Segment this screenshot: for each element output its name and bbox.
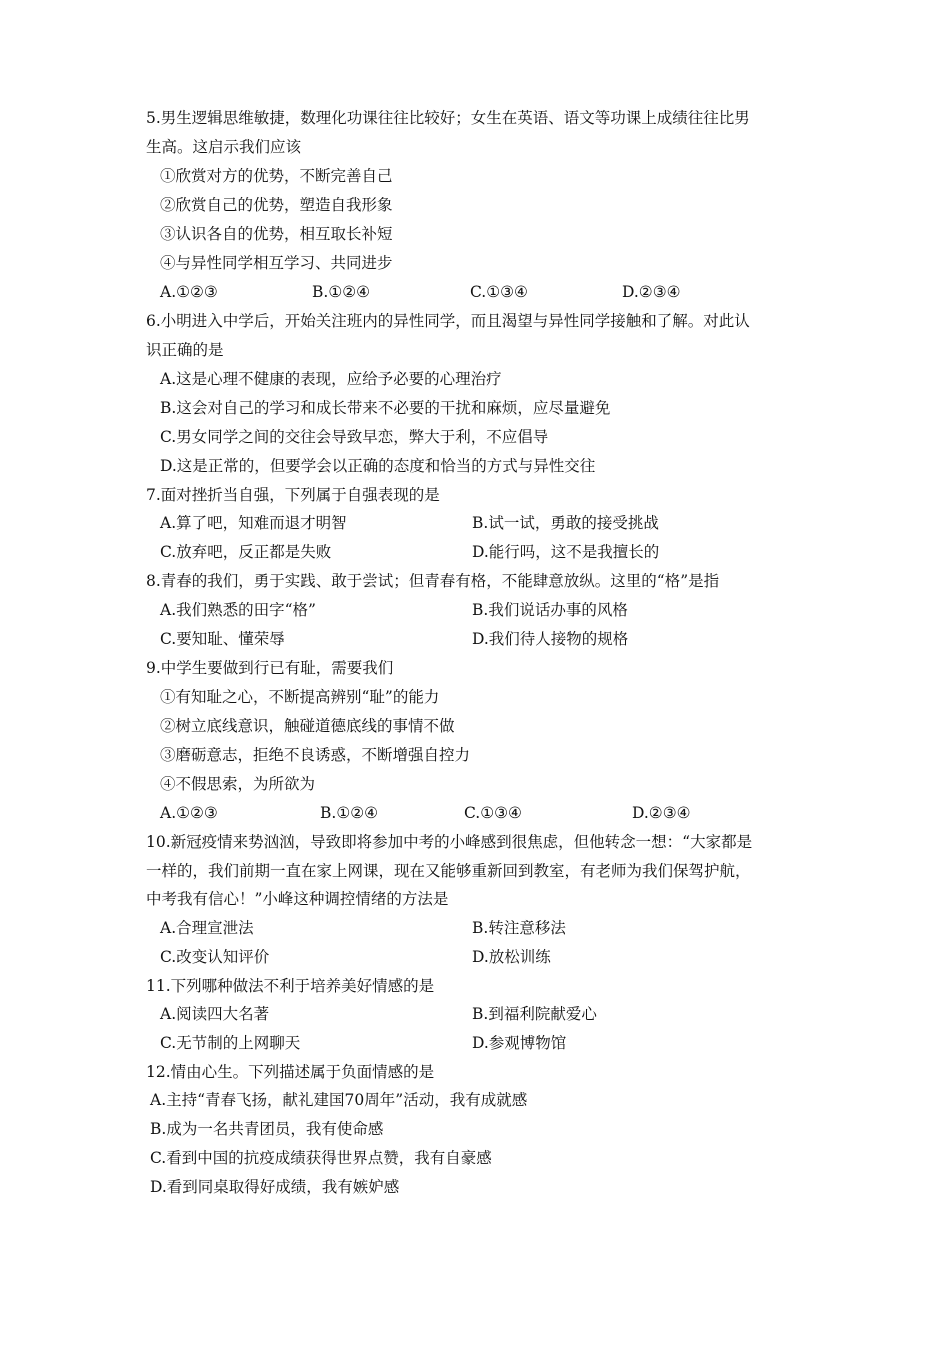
question-9-option-d: D.②③④ (632, 804, 691, 822)
question-7-option-a: A.算了吧，知难而退才明智 (160, 514, 347, 532)
question-5-option-b: B.①②④ (312, 283, 371, 301)
question-12-option-d: D.看到同桌取得好成绩，我有嫉妒感 (150, 1178, 400, 1196)
question-12-option-c: C.看到中国的抗疫成绩获得世界点赞，我有自豪感 (150, 1149, 492, 1167)
question-11-option-a: A.阅读四大名著 (160, 1005, 270, 1023)
question-8-option-d: D.我们待人接物的规格 (472, 630, 629, 648)
question-6-option-c: C.男女同学之间的交往会导致早恋，弊大于利，不应倡导 (160, 428, 549, 446)
question-7-option-d: D.能行吗，这不是我擅长的 (472, 543, 660, 561)
question-5-statement-2: ②欣赏自己的优势，塑造自我形象 (160, 196, 393, 214)
question-5-stem-line-1: 5.男生逻辑思维敏捷，数理化功课往往比较好；女生在英语、语文等功课上成绩往往比男 (146, 109, 750, 127)
question-7-option-c: C.放弃吧，反正都是失败 (160, 543, 332, 561)
question-6-option-d: D.这是正常的，但要学会以正确的态度和恰当的方式与异性交往 (160, 457, 596, 475)
question-7-option-b: B.试一试，勇敢的接受挑战 (472, 514, 659, 532)
question-10-stem-line-3: 中考我有信心！”小峰这种调控情绪的方法是 (146, 890, 449, 908)
question-8-stem: 8.青春的我们，勇于实践、敢于尝试；但青春有格，不能肆意放纵。这里的“格”是指 (146, 572, 720, 590)
question-9-option-c: C.①③④ (464, 804, 522, 822)
question-6-option-b: B.这会对自己的学习和成长带来不必要的干扰和麻烦，应尽量避免 (160, 399, 611, 417)
question-5-statement-4: ④与异性同学相互学习、共同进步 (160, 254, 393, 272)
question-11-option-d: D.参观博物馆 (472, 1034, 567, 1052)
question-10-option-a: A.合理宣泄法 (160, 919, 254, 937)
question-9-statement-2: ②树立底线意识，触碰道德底线的事情不做 (160, 717, 455, 735)
question-9-option-b: B.①②④ (320, 804, 379, 822)
question-9-statement-3: ③磨砺意志，拒绝不良诱惑，不断增强自控力 (160, 746, 471, 764)
question-7-stem: 7.面对挫折当自强，下列属于自强表现的是 (146, 486, 440, 504)
question-11-option-b: B.到福利院献爱心 (472, 1005, 597, 1023)
question-9-statement-1: ①有知耻之心，不断提高辨别“耻”的能力 (160, 688, 440, 706)
question-6-stem-line-1: 6.小明进入中学后，开始关注班内的异性同学，而且渴望与异性同学接触和了解。对此认 (146, 312, 750, 330)
question-5-option-c: C.①③④ (470, 283, 528, 301)
question-11-stem: 11.下列哪种做法不利于培养美好情感的是 (146, 977, 435, 995)
question-5-statement-1: ①欣赏对方的优势，不断完善自己 (160, 167, 393, 185)
question-10-option-d: D.放松训练 (472, 948, 551, 966)
question-11-option-c: C.无节制的上网聊天 (160, 1034, 301, 1052)
question-9-stem: 9.中学生要做到行已有耻，需要我们 (146, 659, 394, 677)
question-6-stem-line-2: 识正确的是 (146, 341, 224, 359)
question-10-stem-line-1: 10.新冠疫情来势汹汹，导致即将参加中考的小峰感到很焦虑，但他转念一想：“大家都是 (146, 833, 753, 851)
question-12-stem: 12.情由心生。下列描述属于负面情感的是 (146, 1063, 435, 1081)
question-9-statement-4: ④不假思索，为所欲为 (160, 775, 316, 793)
question-5-statement-3: ③认识各自的优势，相互取长补短 (160, 225, 393, 243)
question-10-option-b: B.转注意移法 (472, 919, 566, 937)
question-8-option-b: B.我们说话办事的风格 (472, 601, 628, 619)
question-8-option-a: A.我们熟悉的田字“格” (160, 601, 316, 619)
question-12-option-b: B.成为一名共青团员，我有使命感 (150, 1120, 384, 1138)
question-10-option-c: C.改变认知评价 (160, 948, 270, 966)
question-12-option-a: A.主持“青春飞扬，献礼建国70周年”活动，我有成就感 (150, 1091, 528, 1109)
question-5-option-a: A.①②③ (160, 283, 218, 301)
question-5-stem-line-2: 生高。这启示我们应该 (146, 138, 302, 156)
question-8-option-c: C.要知耻、懂荣辱 (160, 630, 285, 648)
question-10-stem-line-2: 一样的，我们前期一直在家上网课，现在又能够重新回到教室，有老师为我们保驾护航， (146, 862, 751, 880)
question-9-option-a: A.①②③ (160, 804, 218, 822)
question-6-option-a: A.这是心理不健康的表现，应给予必要的心理治疗 (160, 370, 502, 388)
question-5-option-d: D.②③④ (622, 283, 681, 301)
